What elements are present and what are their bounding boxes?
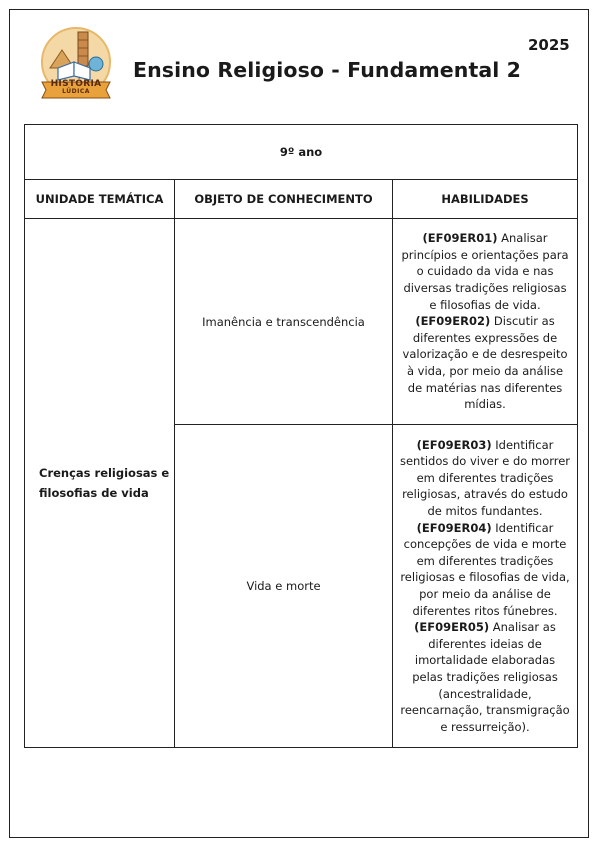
skill-code: (EF09ER01)	[422, 231, 498, 246]
curriculum-table	[24, 124, 578, 748]
page-title: Ensino Religioso - Fundamental 2	[133, 58, 522, 82]
skill-item	[399, 313, 571, 413]
column-header-row	[25, 180, 578, 219]
column-header-skills: HABILIDADES	[393, 180, 578, 219]
column-header-unit: UNIDADE TEMÁTICA	[25, 180, 175, 219]
skill-item	[399, 520, 571, 620]
logo-text	[34, 80, 118, 96]
table-row	[25, 219, 578, 425]
skill-code: (EF09ER05)	[414, 620, 490, 635]
year-label: 2025	[528, 36, 570, 54]
skill-text: Discutir as diferentes expressões de valorização e de desrespeito à vida, por meio da análise de matérias nas diferentes mídias.	[402, 314, 568, 412]
thematic-unit-cell: Crenças religiosas e filosofias de vida	[25, 219, 175, 748]
skill-code: (EF09ER02)	[415, 314, 491, 329]
skill-item	[399, 619, 571, 735]
skill-code: (EF09ER03)	[416, 437, 492, 452]
skills-cell	[393, 219, 578, 425]
skills-cell	[393, 425, 578, 748]
logo-line-1: HISTÓRIA	[50, 79, 102, 89]
logo-line-2: LÚDICA	[62, 88, 90, 95]
historia-ludica-logo	[34, 22, 118, 106]
object-cell: Imanência e transcendência	[175, 219, 393, 425]
object-cell: Vida e morte	[175, 425, 393, 748]
skill-code: (EF09ER04)	[416, 520, 492, 535]
skill-text: Identificar sentidos do viver e do morrer em diferentes tradições religiosas, através do estudo de mitos fundantes.	[399, 437, 571, 519]
skill-text: Identificar concepções de vida e morte em diferentes tradições religiosas e filosofias de vida, por meio da análise de diferentes ritos fúnebres.	[400, 520, 570, 618]
column-header-object: OBJETO DE CONHECIMENTO	[175, 180, 393, 219]
skill-item	[399, 230, 571, 313]
grade-header: 9º ano	[25, 125, 578, 180]
skill-item	[399, 437, 571, 520]
skill-text: Analisar princípios e orientações para o cuidado da vida e nas diversas tradições religiosas e filosofias de vida.	[401, 231, 569, 312]
skill-text: Analisar as diferentes ideias de imortalidade elaboradas pelas tradições religiosas (ancestralidade, reencarnação, transmigração e ressurreição).	[400, 620, 570, 734]
